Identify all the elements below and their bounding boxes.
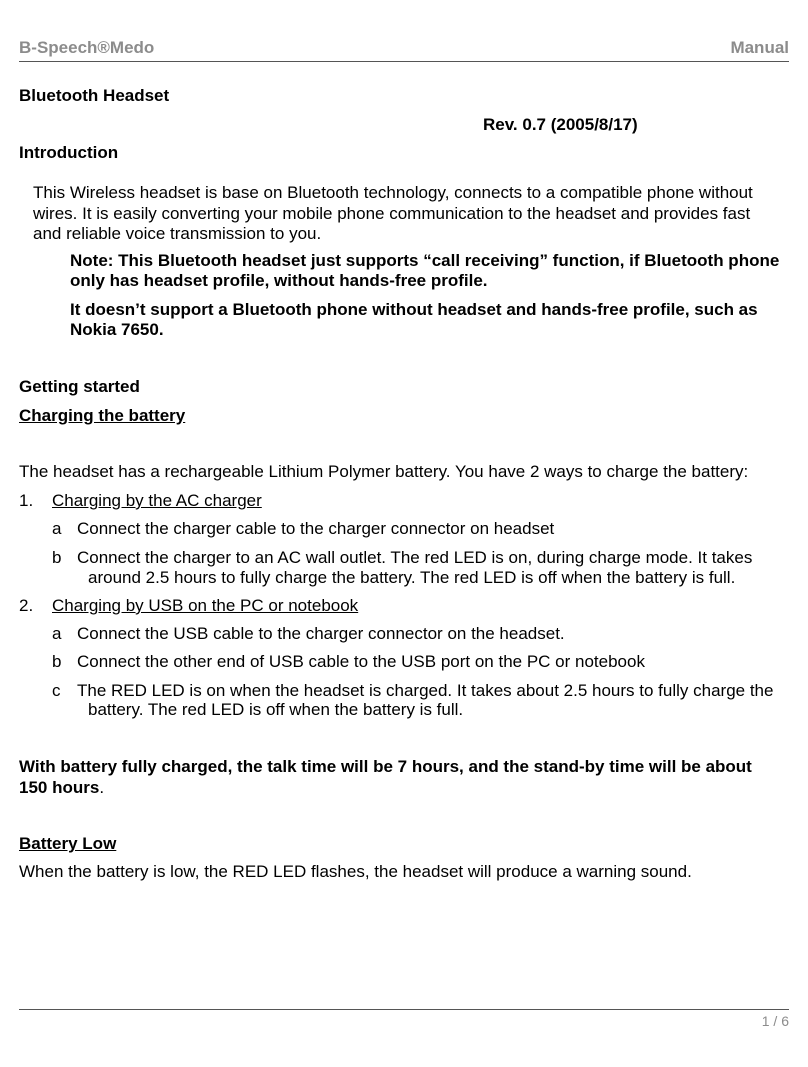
charging-intro: The headset has a rechargeable Lithium Polymer battery. You have 2 ways to charge the battery:	[19, 462, 749, 481]
header-brand: B-Speech®Medo	[19, 38, 155, 57]
doc-title: Bluetooth Headset	[19, 86, 170, 105]
step-letter: b	[52, 652, 62, 671]
text-line: Nokia 7650.	[70, 320, 164, 339]
step-letter: b	[52, 548, 62, 567]
page-number: 1 / 6	[761, 1013, 789, 1029]
method-title: Charging by the AC charger	[52, 491, 262, 510]
method-title: Charging by USB on the PC or notebook	[52, 596, 359, 615]
text-line: wires. It is easily converting your mobile phone communication to the headset and provides fast	[33, 204, 751, 223]
text-line: It doesn’t support a Bluetooth phone without headset and hands-free profile, such as	[70, 300, 758, 319]
step-text: Connect the other end of USB cable to the USB port on the PC or notebook	[77, 652, 645, 671]
step-letter: a	[52, 519, 62, 538]
revision: Rev. 0.7 (2005/8/17)	[483, 115, 638, 134]
header-rule	[19, 61, 789, 62]
text-line	[19, 777, 104, 798]
talk-time-period: .	[99, 778, 105, 797]
step-text: battery. The red LED is off when the battery is full.	[88, 700, 464, 719]
list-number: 1.	[19, 491, 34, 510]
step-letter: a	[52, 624, 62, 643]
battery-low-heading: Battery Low	[19, 834, 117, 853]
list-number: 2.	[19, 596, 34, 615]
header-doc-type: Manual	[730, 38, 789, 57]
step-text: Connect the charger cable to the charger connector on headset	[77, 519, 555, 538]
text-line: With battery fully charged, the talk time will be 7 hours, and the stand-by time will be about	[19, 757, 752, 776]
footer-rule	[19, 1009, 789, 1010]
intro-heading: Introduction	[19, 143, 119, 162]
battery-low-text: When the battery is low, the RED LED flashes, the headset will produce a warning sound.	[19, 862, 692, 881]
step-text: Connect the charger to an AC wall outlet. The red LED is on, during charge mode. It takes	[77, 548, 753, 567]
step-text: The RED LED is on when the headset is charged. It takes about 2.5 hours to fully charge the	[77, 681, 774, 700]
text-line: This Wireless headset is base on Bluetooth technology, connects to a compatible phone without	[33, 183, 753, 202]
step-text: around 2.5 hours to fully charge the battery. The red LED is off when the battery is full.	[88, 568, 736, 587]
talk-time-bold-end: 150 hours	[19, 778, 100, 797]
text-line: only has headset profile, without hands-free profile.	[70, 271, 488, 290]
charging-battery-heading: Charging the battery	[19, 406, 186, 425]
getting-started-heading: Getting started	[19, 377, 140, 396]
step-letter: c	[52, 681, 61, 700]
text-line: Note: This Bluetooth headset just supports “call receiving” function, if Bluetooth phone	[70, 251, 780, 270]
step-text: Connect the USB cable to the charger connector on the headset.	[77, 624, 565, 643]
text-line: and reliable voice transmission to you.	[33, 224, 322, 243]
